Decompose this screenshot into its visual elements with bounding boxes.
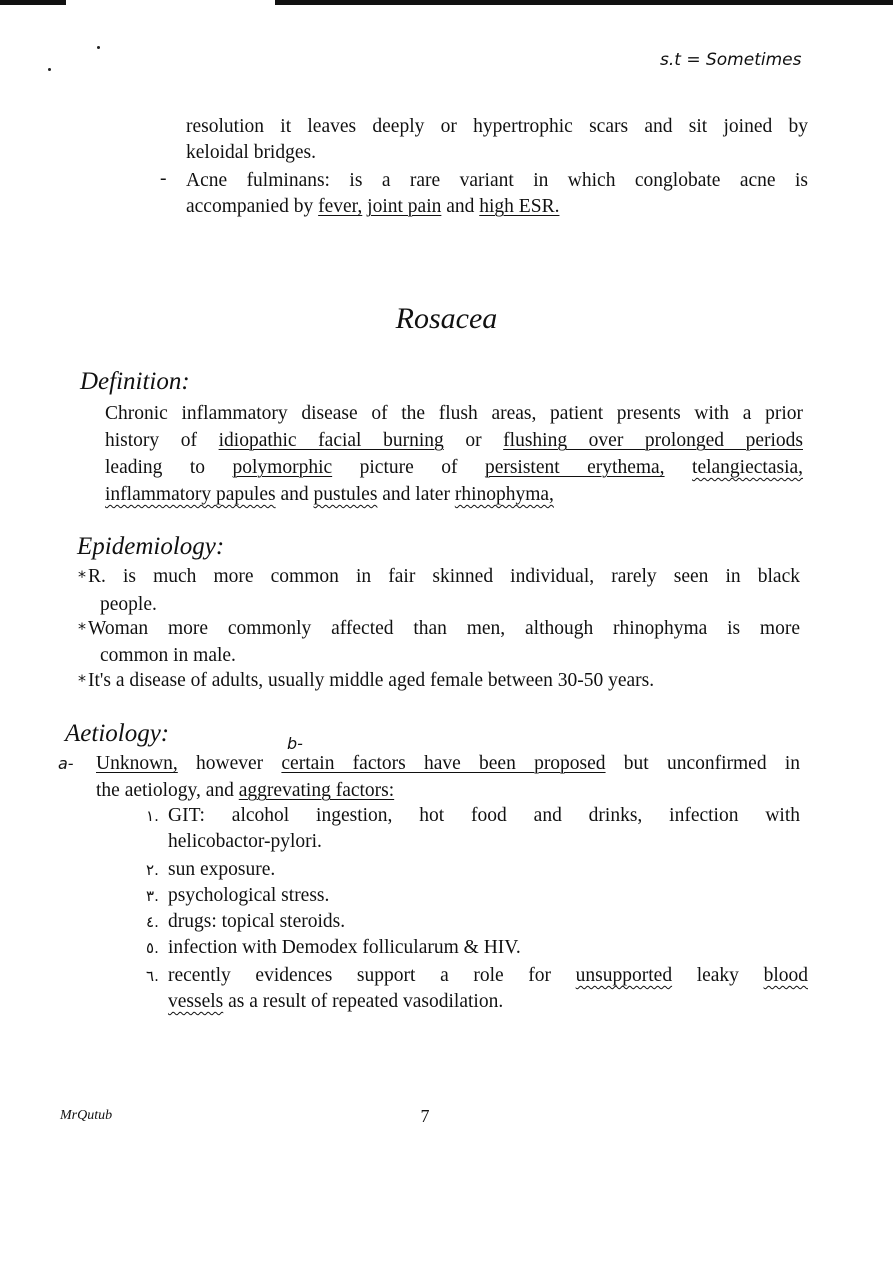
- star-marker-icon: *: [78, 619, 86, 638]
- aetiology-item-3: [146, 883, 329, 909]
- epidemiology-item-1-cont: people.: [100, 594, 157, 615]
- underlined-rhinophyma: rhinophyma,: [454, 484, 554, 505]
- text: picture of: [332, 457, 485, 478]
- underlined-blood: blood: [763, 965, 808, 986]
- underlined-polymorphic: polymorphic: [232, 457, 333, 478]
- definition-line-2: [105, 428, 803, 454]
- item-number: ٣.: [146, 887, 159, 905]
- aetiology-item-1: [146, 803, 800, 829]
- text: GIT: alcohol ingestion, hot food and drinks, infection with: [168, 805, 800, 826]
- page-title: Rosacea: [395, 302, 498, 335]
- text: history of: [105, 430, 219, 451]
- underlined-flushing: flushing over prolonged periods: [503, 430, 803, 451]
- epidemiology-item-3: [78, 668, 654, 694]
- underlined-idiopathic-burning: idiopathic facial burning: [218, 430, 444, 451]
- text: drugs: topical steroids.: [168, 911, 346, 932]
- fulminans-line-1: Acne fulminans: is a rare variant in which conglobate acne is: [186, 170, 808, 191]
- text: Woman more commonly affected than men, although rhinophyma is more: [88, 618, 800, 639]
- text: psychological stress.: [168, 885, 330, 906]
- underlined-certain-factors: certain factors have been proposed: [281, 753, 606, 774]
- text: and: [275, 484, 314, 505]
- text: leading to: [105, 457, 233, 478]
- text: recently evidences support a role for: [168, 965, 576, 986]
- aetiology-item-2: [146, 857, 275, 883]
- item-number: ٤.: [146, 913, 159, 931]
- handwritten-a: a-: [58, 754, 74, 773]
- underlined-joint-pain: joint pain: [367, 196, 442, 217]
- text: the aetiology, and: [96, 780, 239, 801]
- handwritten-b: b-: [287, 734, 303, 753]
- text: and later: [377, 484, 455, 505]
- underlined-pustules: pustules: [313, 484, 378, 505]
- underlined-telangiectasia: telangiectasia,: [692, 457, 804, 478]
- underlined-aggrevating-factors: aggrevating factors:: [238, 780, 395, 801]
- underlined-unknown: Unknown,: [96, 753, 178, 774]
- intro-line-2: keloidal bridges.: [186, 142, 316, 163]
- aetiology-line-1: [96, 751, 800, 777]
- definition-line-3: [105, 455, 803, 481]
- epidemiology-item-2: [78, 616, 800, 642]
- aetiology-item-6-cont: [168, 989, 503, 1015]
- underlined-papules: inflammatory papules: [105, 484, 276, 505]
- aetiology-item-6: [146, 963, 808, 989]
- scan-border-right: [275, 0, 893, 5]
- intro-line-1: resolution it leaves deeply or hypertrophic scars and sit joined by: [186, 116, 808, 137]
- text: It's a disease of adults, usually middle aged female between 30-50 years.: [88, 670, 655, 691]
- star-marker-icon: *: [78, 567, 86, 586]
- underlined-unsupported: unsupported: [575, 965, 673, 986]
- aetiology-item-5: [146, 935, 521, 961]
- page-number: 7: [420, 1106, 430, 1126]
- epidemiology-item-1: [78, 564, 800, 590]
- handwritten-note: s.t = Sometimes: [660, 50, 802, 70]
- item-number: ٦.: [146, 967, 159, 985]
- aetiology-line-2: [96, 778, 394, 804]
- text: or: [443, 430, 504, 451]
- bullet-dash: -: [160, 168, 167, 189]
- underlined-high-esr: high ESR.: [479, 196, 560, 217]
- aetiology-item-4: [146, 909, 345, 935]
- underlined-persistent-erythema: persistent erythema,: [484, 457, 665, 478]
- text: as a result of repeated vasodilation.: [223, 991, 504, 1012]
- scan-speck: [97, 46, 100, 49]
- text: but unconfirmed in: [605, 753, 800, 774]
- item-number: ١.: [146, 807, 159, 825]
- aetiology-item-1-cont: helicobactor-pylori.: [168, 831, 322, 852]
- text: sun exposure.: [168, 859, 276, 880]
- definition-line-4: [105, 482, 554, 508]
- definition-line-1: Chronic inflammatory disease of the flush areas, patient presents with a prior: [105, 403, 803, 424]
- text: leaky: [672, 965, 764, 986]
- scan-speck: [48, 68, 51, 71]
- text: and: [441, 196, 480, 217]
- definition-heading: Definition:: [80, 368, 190, 395]
- item-number: ٢.: [146, 861, 159, 879]
- epidemiology-item-2-cont: common in male.: [100, 645, 236, 666]
- text: R. is much more common in fair skinned individual, rarely seen in black: [88, 566, 800, 587]
- aetiology-heading: Aetiology:: [65, 720, 170, 747]
- fulminans-line-2: [186, 194, 559, 220]
- underlined-fever: fever,: [318, 196, 363, 217]
- underlined-vessels: vessels: [168, 991, 224, 1012]
- scan-border-left: [0, 0, 66, 5]
- text: accompanied by: [186, 196, 319, 217]
- text: infection with Demodex follicularum & HIV.: [168, 937, 521, 958]
- star-marker-icon: *: [78, 671, 86, 690]
- footer-author: MrQutub: [60, 1108, 113, 1123]
- item-number: ٥.: [146, 939, 159, 957]
- epidemiology-heading: Epidemiology:: [77, 533, 225, 560]
- text: however: [177, 753, 282, 774]
